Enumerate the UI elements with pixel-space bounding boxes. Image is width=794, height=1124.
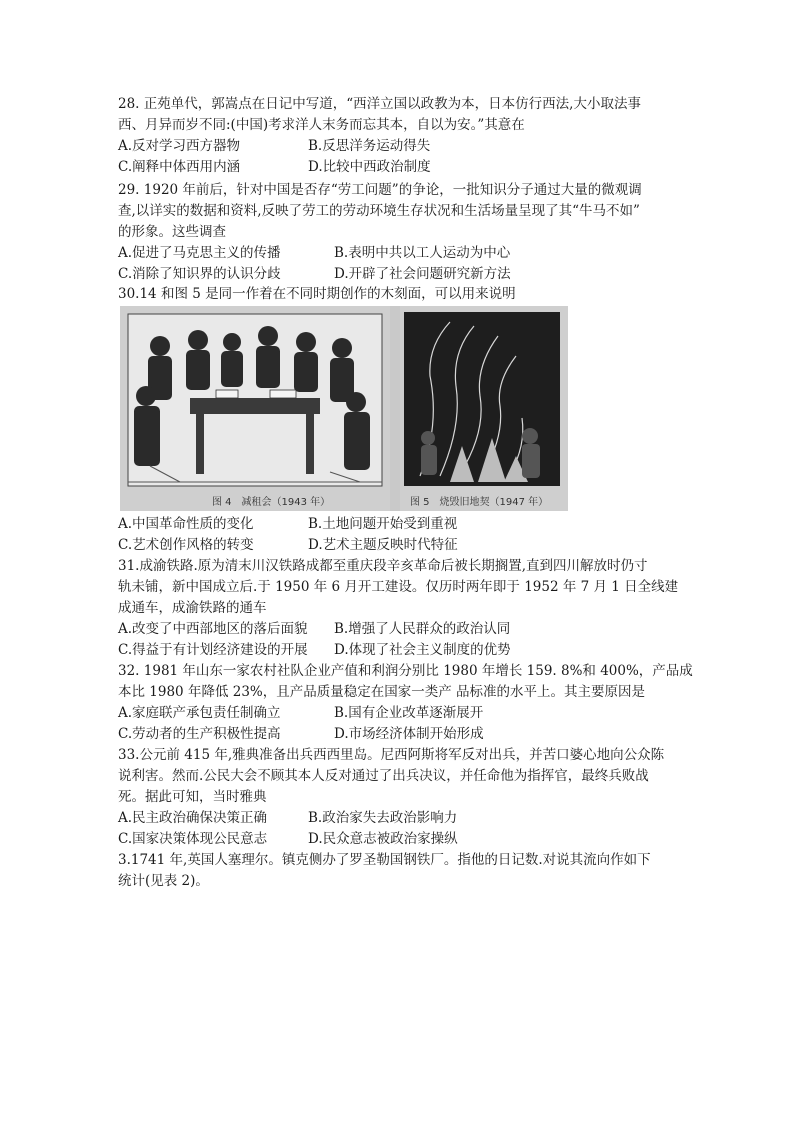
option-c: C.国家决策体现公民意志 (118, 831, 268, 847)
question-34 (118, 850, 688, 892)
question-32-options-row-1 (118, 703, 688, 724)
option-a: A.反对学习西方器物 (118, 138, 241, 154)
option-b: B.土地问题开始受到重视 (308, 516, 458, 532)
question-28 (118, 94, 688, 178)
option-b: B.政治家失去政治影响力 (308, 810, 458, 826)
question-33-stem-line-1: 33.公元前 415 年,雅典准备出兵西西里岛。尼西阿斯将军反对出兵，并苦口婆心地向公众陈 (118, 747, 665, 763)
question-29-stem-line-3: 的形象。这些调查 (118, 224, 226, 240)
option-d: D.体现了社会主义制度的优势 (334, 642, 511, 658)
question-28-options-row-1 (118, 136, 688, 157)
option-d: D.市场经济体制开始形成 (334, 726, 484, 742)
question-29 (118, 180, 688, 285)
option-d: D.开辟了社会问题研究新方法 (334, 266, 511, 282)
option-a: A.民主政治确保决策正确 (118, 810, 268, 826)
question-32-options-row-2 (118, 724, 688, 745)
question-31-stem-line-2: 轨未铺，新中国成立后.于 1950 年 6 月开工建设。仅历时两年即于 1952 年 7 月 1 日全线建 (118, 579, 679, 595)
question-32-stem-line-2: 本比 1980 年降低 23%，且产品质量稳定在国家一类产 品标准的水平上。其主要原因是 (118, 684, 646, 700)
question-29-options-row-1 (118, 243, 688, 264)
question-29-stem-line-1: 29. 1920 年前后，针对中国是否存“劳工问题”的争论，一批知识分子通过大量的微观调 (118, 182, 642, 198)
option-b: B.国有企业改革逐渐展开 (334, 705, 484, 721)
question-31-stem-line-3: 成通车，成渝铁路的通车 (118, 600, 267, 616)
question-30-stem-line-1: 30.14 和图 5 是同一作着在不同时期创作的木刻面，可以用来说明 (118, 286, 516, 302)
question-30-options (118, 514, 688, 556)
question-33-options-row-1 (118, 808, 688, 829)
option-d: D.比较中西政治制度 (308, 159, 431, 175)
option-c: C.得益于有计划经济建设的开展 (118, 642, 308, 658)
option-d: D.艺术主题反映时代特征 (308, 537, 458, 553)
question-28-stem-line-1: 28. 正苑单代，郭嵩点在日记中写道，“西洋立国以政教为本，日本仿行西法,大小取法事 (118, 96, 641, 112)
question-31 (118, 556, 688, 661)
question-28-options-row-2 (118, 157, 688, 178)
question-33-stem-line-2: 说利害。然而.公民大会不顾其本人反对通过了出兵决议，并任命他为指挥官，最终兵败战 (118, 768, 649, 784)
option-a: A.家庭联产承包责任制确立 (118, 705, 281, 721)
question-31-options-row-2 (118, 640, 688, 661)
question-29-stem-line-2: 查,以详实的数据和资料,反映了劳工的劳动环境生存状况和生活场量呈现了其“牛马不如” (118, 203, 640, 219)
question-32-stem-line-1: 32. 1981 年山东一家农村社队企业产值和利润分别比 1980 年增长 159. 8%和 400%，产品成 (118, 663, 693, 679)
question-33-options-row-2 (118, 829, 688, 850)
question-30-options-row-1 (118, 514, 688, 535)
option-c: C.艺术创作风格的转变 (118, 537, 254, 553)
option-b: B.增强了人民群众的政治认同 (334, 621, 511, 637)
option-d: D.民众意志被政治家操纵 (308, 831, 458, 847)
question-34-stem-line-2: 统计(见表 2)。 (118, 873, 209, 889)
question-31-stem-line-1: 31.成渝铁路.原为清末川汉铁路成都至重庆段辛亥革命后被长期搁置,直到四川解放时仍寸 (118, 558, 648, 574)
question-28-stem-line-2: 西、月异而岁不同:(中国)考求洋人末务而忘其本，自以为安。”其意在 (118, 117, 525, 133)
question-33 (118, 745, 688, 850)
question-29-options-row-2 (118, 264, 688, 285)
figure-4-woodcut-image (120, 306, 390, 511)
question-30-options-row-2 (118, 535, 688, 556)
option-a: A.中国革命性质的变化 (118, 516, 254, 532)
question-30 (118, 284, 688, 305)
option-c: C.劳动者的生产积极性提高 (118, 726, 281, 742)
option-a: A.改变了中西部地区的落后面貌 (118, 621, 308, 637)
option-b: B.反思洋务运动得失 (308, 138, 431, 154)
figure-5-caption: 图 5 烧毁旧地契（1947 年） (410, 497, 549, 508)
question-31-options-row-1 (118, 619, 688, 640)
question-33-stem-line-3: 死。据此可知，当时雅典 (118, 789, 267, 805)
figure-4-caption: 图 4 减租会（1943 年） (212, 497, 331, 508)
question-32 (118, 661, 693, 745)
option-a: A.促进了马克思主义的传播 (118, 245, 281, 261)
option-c: C.阐释中体西用内涵 (118, 159, 241, 175)
question-34-stem-line-1: 3.1741 年,英国人塞理尔。镇克侧办了罗圣勒国钢铁厂。指他的日记数.对说其流向作如下 (118, 852, 651, 868)
option-b: B.表明中共以工人运动为中心 (334, 245, 511, 261)
woodcut-figures (120, 306, 568, 511)
option-c: C.消除了知识界的认识分歧 (118, 266, 281, 282)
figure-5-woodcut-image (400, 306, 568, 511)
